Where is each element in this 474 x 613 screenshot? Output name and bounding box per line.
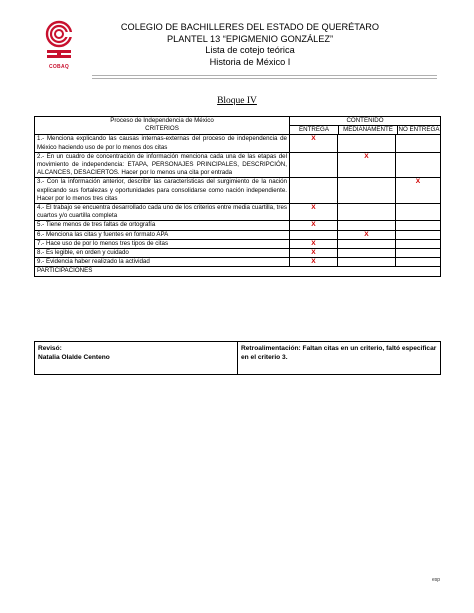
mark-medianamente — [338, 249, 396, 258]
criterion-text: 7.- Hace uso de por lo menos tres tipos de citas — [35, 239, 290, 248]
mark-no-entrega — [396, 239, 441, 248]
mark-no-entrega — [396, 230, 441, 239]
table-row — [35, 258, 441, 267]
mark-entrega — [290, 230, 338, 239]
column-no-entrega: NO ENTREGA — [398, 126, 440, 134]
mark-medianamente — [338, 221, 396, 230]
mark-entrega: X — [290, 204, 338, 221]
table-row — [35, 230, 441, 239]
mark-medianamente — [338, 204, 396, 221]
criterion-text: 8.- Es legible, en orden y cuidado — [35, 249, 290, 258]
footer-tag: esp — [432, 577, 441, 583]
mark-no-entrega — [396, 221, 441, 230]
document-type: Lista de cotejo teórica — [205, 45, 295, 56]
criterion-text: 9.- Evidencia haber realizado la actividad — [35, 258, 290, 267]
table-header-row — [35, 117, 441, 135]
table-row — [35, 239, 441, 248]
header-divider-second — [92, 78, 437, 79]
criterion-text: 2.- En un cuadro de concentración de información menciona cada una de las etapas del movimiento de independencia: ETAPA, PERSONAJES PRINCIPALES, DESCRIPCIÓN, ALCANCES, DESACIERTOS. Hacer por lo menos una cita por entrada — [35, 152, 290, 178]
mark-medianamente — [338, 258, 396, 267]
mark-entrega: X — [290, 239, 338, 248]
column-entrega: ENTREGA — [290, 126, 339, 134]
mark-entrega: X — [290, 249, 338, 258]
criteria-header: CRITERIOS — [145, 125, 179, 133]
column-medianamente: MEDIANAMENTE — [339, 126, 398, 134]
mark-no-entrega — [396, 152, 441, 178]
subject-name: Historia de México I — [209, 56, 291, 67]
cobaq-logo-mark — [41, 20, 77, 64]
criterion-text: 5.- Tiene menos de tres faltas de ortografía — [35, 221, 290, 230]
table-row — [35, 249, 441, 258]
mark-entrega: X — [290, 135, 338, 152]
mark-medianamente — [338, 135, 396, 152]
logo-caption: COBAQ — [48, 64, 70, 70]
feedback-cell: Retroalimentación: Faltan citas en un criterio, faltó especificar en el criterio 3. — [238, 342, 441, 375]
mark-medianamente — [338, 239, 396, 248]
criterion-text: 4.- El trabajo se encuentra desarrollado cada uno de los criterios entre media cuartilla, tres cuartos y/o cuartilla completa — [35, 204, 290, 221]
criteria-table — [34, 116, 441, 277]
mark-entrega — [290, 152, 338, 178]
table-row — [35, 152, 441, 178]
mark-entrega: X — [290, 221, 338, 230]
mark-medianamente: X — [338, 152, 396, 178]
mark-no-entrega — [396, 204, 441, 221]
campus-name: PLANTEL 13 “EPIGMENIO GONZÁLEZ” — [166, 33, 334, 44]
table-row — [35, 204, 441, 221]
reviewer-cell — [35, 342, 238, 375]
document-header — [90, 22, 410, 68]
criterion-text: 3.- Con la información anterior, describir las características del surgimiento de la nación explicando sus fortalezas y oportunidades para consolidarse como nación independiente. Hacer por lo menos tres citas — [35, 178, 290, 204]
mark-entrega — [290, 178, 338, 204]
table-row — [35, 178, 441, 204]
reviewer-label: Revisó: — [38, 345, 62, 352]
participaciones-label: PARTICIPACIONES — [35, 267, 441, 276]
contenido-header-cell — [290, 117, 441, 135]
school-name: COLEGIO DE BACHILLERES DEL ESTADO DE QUERÉTARO — [120, 22, 380, 32]
criterion-text: 1.- Menciona explicando las causas internas-externas del proceso de independencia de México haciendo uso de por lo menos dos citas — [35, 135, 290, 152]
mark-medianamente — [338, 178, 396, 204]
table-row — [35, 135, 441, 152]
topic-title: Proceso de Independencia de México — [110, 117, 214, 124]
contenido-header: CONTENIDO — [290, 117, 440, 126]
table-row — [35, 221, 441, 230]
mark-no-entrega: X — [396, 178, 441, 204]
mark-entrega: X — [290, 258, 338, 267]
mark-medianamente: X — [338, 230, 396, 239]
participaciones-row — [35, 267, 441, 276]
block-title — [0, 96, 474, 106]
mark-no-entrega — [396, 258, 441, 267]
criterion-text: 6.- Menciona las citas y fuentes en formato APA — [35, 230, 290, 239]
mark-no-entrega — [396, 249, 441, 258]
mark-no-entrega — [396, 135, 441, 152]
reviewer-name: Natalia Olalde Centeno — [38, 354, 110, 361]
block-title-text: Bloque IV — [217, 96, 257, 106]
review-row — [35, 342, 441, 375]
topic-header-cell — [35, 117, 290, 135]
review-table — [34, 341, 441, 375]
header-divider — [92, 75, 437, 76]
